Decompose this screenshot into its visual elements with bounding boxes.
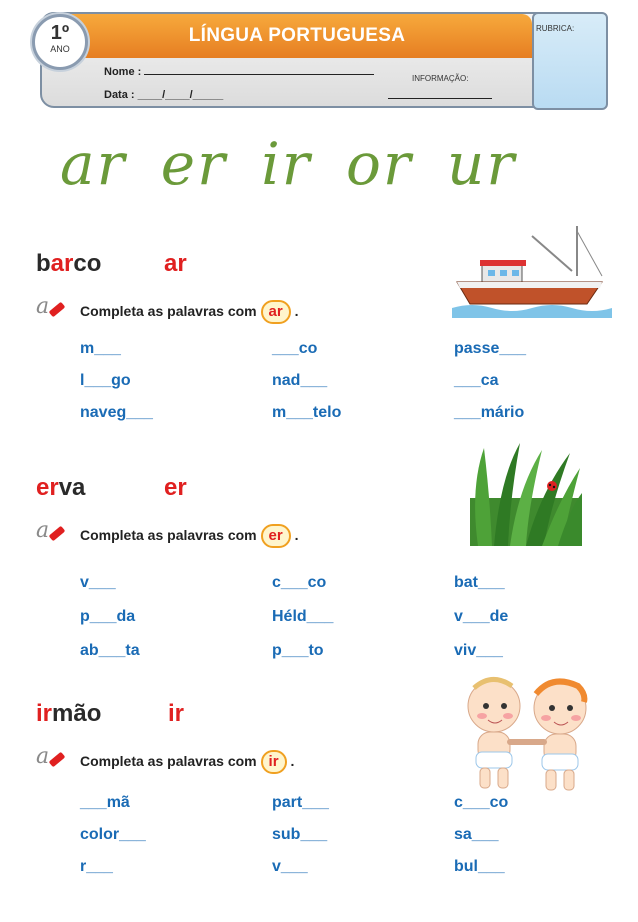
word-item: p___da (80, 608, 136, 625)
informacao-field[interactable] (388, 98, 492, 99)
word-item: ___ca (454, 372, 499, 389)
word-item: v___de (454, 608, 509, 625)
instruction: Completa as palavras com ar . (80, 300, 299, 324)
data-field[interactable]: ____/____/_____ (137, 89, 224, 101)
word-item: c___co (454, 794, 509, 811)
word-item: m___ (80, 340, 121, 357)
word-item: ___co (272, 340, 318, 357)
syllable-pill: ir (261, 750, 287, 774)
word-item: ab___ta (80, 642, 140, 659)
instruction: Completa as palavras com ir . (80, 750, 294, 774)
section-word: erva (36, 474, 86, 501)
word-item: naveg___ (80, 404, 153, 421)
grade-number: 1º (50, 22, 70, 44)
section-syllable: ar (164, 250, 187, 277)
word-item: p___to (272, 642, 324, 659)
informacao-label: INFORMAÇÃO: (412, 74, 469, 83)
word-item: part___ (272, 794, 329, 811)
word-item: bat___ (454, 574, 505, 591)
section-syllable: er (164, 474, 187, 501)
word-item: Héld___ (272, 608, 334, 625)
syllable-pill: er (261, 524, 291, 548)
grade-label: ANO (50, 44, 70, 54)
grass-ladybug-illustration (470, 438, 582, 546)
data-row (104, 89, 223, 101)
boat-illustration (452, 226, 612, 318)
word-item: viv___ (454, 642, 503, 659)
rubrica-label: RUBRICA: (536, 24, 575, 33)
word-item: c___co (272, 574, 327, 591)
nome-label: Nome : (104, 66, 142, 78)
word-item: v___ (80, 574, 116, 591)
nome-row (104, 66, 374, 78)
pencil-icon: a (36, 744, 65, 769)
pencil-icon: a (36, 518, 65, 543)
word-item: l___go (80, 372, 131, 389)
syllables-title: ar er ir or ur (60, 130, 517, 198)
word-item: m___telo (272, 404, 342, 421)
data-label: Data : (104, 89, 135, 101)
section-word: barco (36, 250, 102, 277)
word-item: ___mã (80, 794, 130, 811)
pencil-icon: a (36, 294, 65, 319)
syllable-pill: ar (261, 300, 291, 324)
word-item: ___mário (454, 404, 525, 421)
twin-babies-illustration (452, 672, 602, 792)
word-item: nad___ (272, 372, 328, 389)
section-word: irmão (36, 700, 102, 727)
word-item: r___ (80, 858, 113, 875)
nome-field[interactable] (144, 74, 374, 75)
word-item: color___ (80, 826, 146, 843)
word-item: sub___ (272, 826, 328, 843)
instruction: Completa as palavras com er . (80, 524, 299, 548)
word-item: bul___ (454, 858, 505, 875)
word-item: v___ (272, 858, 308, 875)
page-title: LÍNGUA PORTUGUESA (188, 25, 406, 46)
word-item: passe___ (454, 340, 527, 357)
section-syllable: ir (168, 700, 185, 727)
word-item: sa___ (454, 826, 499, 843)
